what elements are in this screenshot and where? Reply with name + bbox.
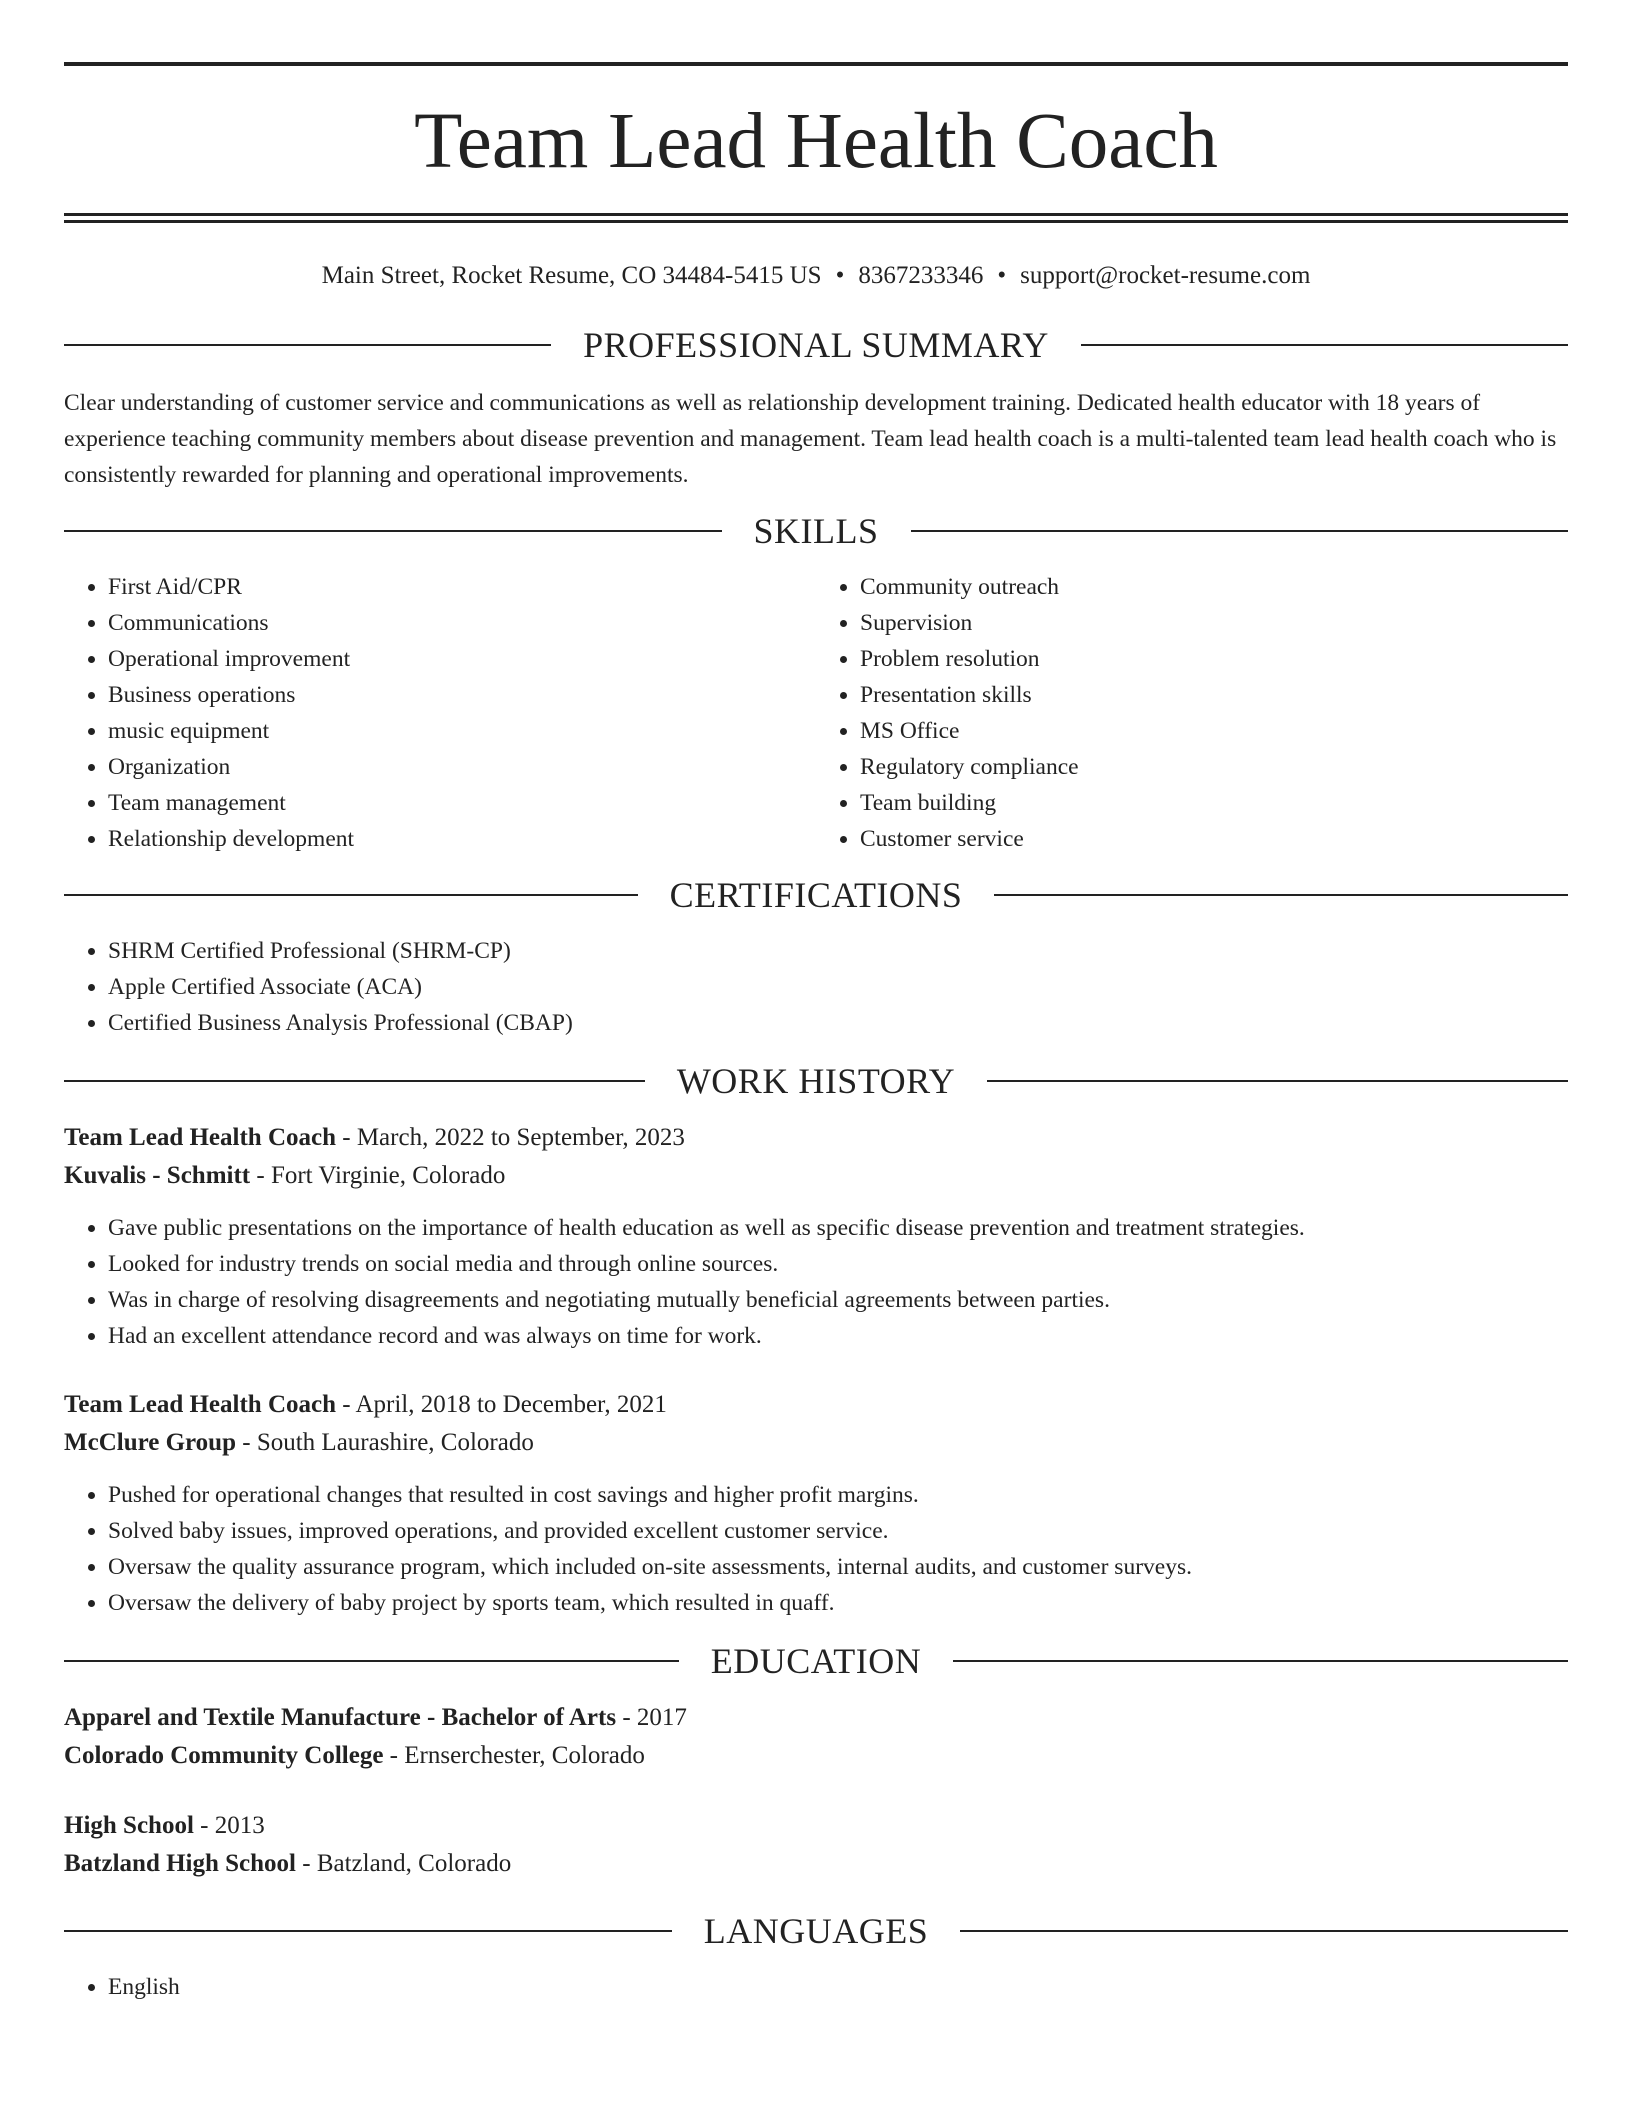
education-location: - Ernserchester, Colorado xyxy=(383,1742,645,1769)
section-heading-languages xyxy=(64,1913,1568,1949)
skills-list-left xyxy=(64,569,816,857)
job-location: - Fort Virginie, Colorado xyxy=(250,1162,506,1189)
skill-item: • Community outreach xyxy=(860,569,1568,605)
job-entry xyxy=(64,1119,1568,1354)
education-school-line xyxy=(64,1845,1568,1883)
section-heading-skills-label: SKILLS xyxy=(753,511,879,551)
section-heading-work-history xyxy=(64,1063,1568,1099)
section-heading-certifications-label: CERTIFICATIONS xyxy=(669,875,963,915)
job-location: - South Laurashire, Colorado xyxy=(236,1429,534,1456)
job-title: Team Lead Health Coach xyxy=(64,1391,336,1418)
certification-item: • SHRM Certified Professional (SHRM-CP) xyxy=(108,933,1568,969)
job-company: Kuvalis - Schmitt xyxy=(64,1162,251,1189)
skill-item: • Operational improvement xyxy=(108,641,816,677)
skill-item: • Supervision xyxy=(860,605,1568,641)
education-degree-line xyxy=(64,1699,1568,1737)
section-heading-work-history-label: WORK HISTORY xyxy=(676,1061,956,1101)
skill-item: • Business operations xyxy=(108,677,816,713)
skill-item: • Customer service xyxy=(860,821,1568,857)
skill-item: • Problem resolution xyxy=(860,641,1568,677)
education-school-line xyxy=(64,1737,1568,1775)
contact-address: Main Street, Rocket Resume, CO 34484-5415 US xyxy=(321,262,822,289)
skill-item: • music equipment xyxy=(108,713,816,749)
education-degree-line xyxy=(64,1807,1568,1845)
skill-item: • Regulatory compliance xyxy=(860,749,1568,785)
education-entry xyxy=(64,1699,1568,1775)
certification-item: • Certified Business Analysis Professional (CBAP) xyxy=(108,1005,1568,1041)
resume-name: Team Lead Health Coach xyxy=(414,98,1218,185)
job-company-line xyxy=(64,1424,1568,1462)
education-year: - 2013 xyxy=(193,1812,265,1839)
contact-phone: 8367233346 xyxy=(858,262,984,289)
language-item: • English xyxy=(108,1969,1568,2005)
section-heading-education xyxy=(64,1643,1568,1679)
job-title-line xyxy=(64,1119,1568,1157)
education-degree: Apparel and Textile Manufacture - Bachelor of Arts xyxy=(64,1704,617,1731)
certification-item: • Apple Certified Associate (ACA) xyxy=(108,969,1568,1005)
job-company-line xyxy=(64,1157,1568,1195)
section-heading-languages-label: LANGUAGES xyxy=(703,1911,929,1951)
languages-list xyxy=(64,1969,1568,2005)
education-year: - 2017 xyxy=(616,1704,687,1731)
job-company: McClure Group xyxy=(64,1429,236,1456)
header-double-rule xyxy=(64,213,1568,223)
section-heading-skills xyxy=(64,513,1568,549)
skill-item: • Team management xyxy=(108,785,816,821)
job-entry xyxy=(64,1386,1568,1621)
contact-separator: • xyxy=(997,262,1007,289)
education-entry xyxy=(64,1807,1568,1883)
certifications-list xyxy=(64,933,1568,1041)
contact-email: support@rocket-resume.com xyxy=(1020,262,1311,289)
education-school: Batzland High School xyxy=(64,1850,296,1877)
contact-separator: • xyxy=(835,262,845,289)
summary-text: Clear understanding of customer service and communications as well as relationship development training. Dedicated health educator with 18 years of experience teaching community members about disease prevention and management. Team lead health coach is a multi-talented team lead health coach who is consistently rewarded for planning and operational improvements. xyxy=(64,390,1557,488)
job-dates: - March, 2022 to September, 2023 xyxy=(336,1124,685,1151)
skill-item: • Team building xyxy=(860,785,1568,821)
job-bullet: • Oversaw the quality assurance program, which included on-site assessments, internal audits, and customer surveys. xyxy=(108,1549,1568,1585)
job-bullet: • Pushed for operational changes that resulted in cost savings and higher profit margins. xyxy=(108,1477,1568,1513)
skill-item: • First Aid/CPR xyxy=(108,569,816,605)
section-heading-certifications xyxy=(64,877,1568,913)
education-degree: High School xyxy=(64,1812,194,1839)
contact-line xyxy=(64,261,1568,291)
skills-grid xyxy=(64,569,1568,857)
section-heading-education-label: EDUCATION xyxy=(710,1641,922,1681)
job-bullets xyxy=(64,1210,1568,1354)
job-bullets xyxy=(64,1477,1568,1621)
section-heading-summary-label: PROFESSIONAL SUMMARY xyxy=(583,325,1049,365)
job-bullet: • Was in charge of resolving disagreements and negotiating mutually beneficial agreements between parties. xyxy=(108,1282,1568,1318)
job-bullet: • Oversaw the delivery of baby project by sports team, which resulted in quaff. xyxy=(108,1585,1568,1621)
education-location: - Batzland, Colorado xyxy=(296,1850,512,1877)
header-top-rule xyxy=(64,62,1568,66)
job-title-line xyxy=(64,1386,1568,1424)
skill-item: • MS Office xyxy=(860,713,1568,749)
skill-item: • Presentation skills xyxy=(860,677,1568,713)
job-bullet: • Looked for industry trends on social media and through online sources. xyxy=(108,1246,1568,1282)
section-heading-summary xyxy=(64,327,1568,363)
job-bullet: • Solved baby issues, improved operations, and provided excellent customer service. xyxy=(108,1513,1568,1549)
job-bullet: • Had an excellent attendance record and was always on time for work. xyxy=(108,1318,1568,1354)
job-bullet: • Gave public presentations on the importance of health education as well as specific disease prevention and treatment strategies. xyxy=(108,1210,1568,1246)
job-dates: - April, 2018 to December, 2021 xyxy=(336,1391,667,1418)
education-school: Colorado Community College xyxy=(64,1742,384,1769)
skills-list-right xyxy=(816,569,1568,857)
skill-item: • Relationship development xyxy=(108,821,816,857)
job-title: Team Lead Health Coach xyxy=(64,1124,336,1151)
skill-item: • Communications xyxy=(108,605,816,641)
skill-item: • Organization xyxy=(108,749,816,785)
